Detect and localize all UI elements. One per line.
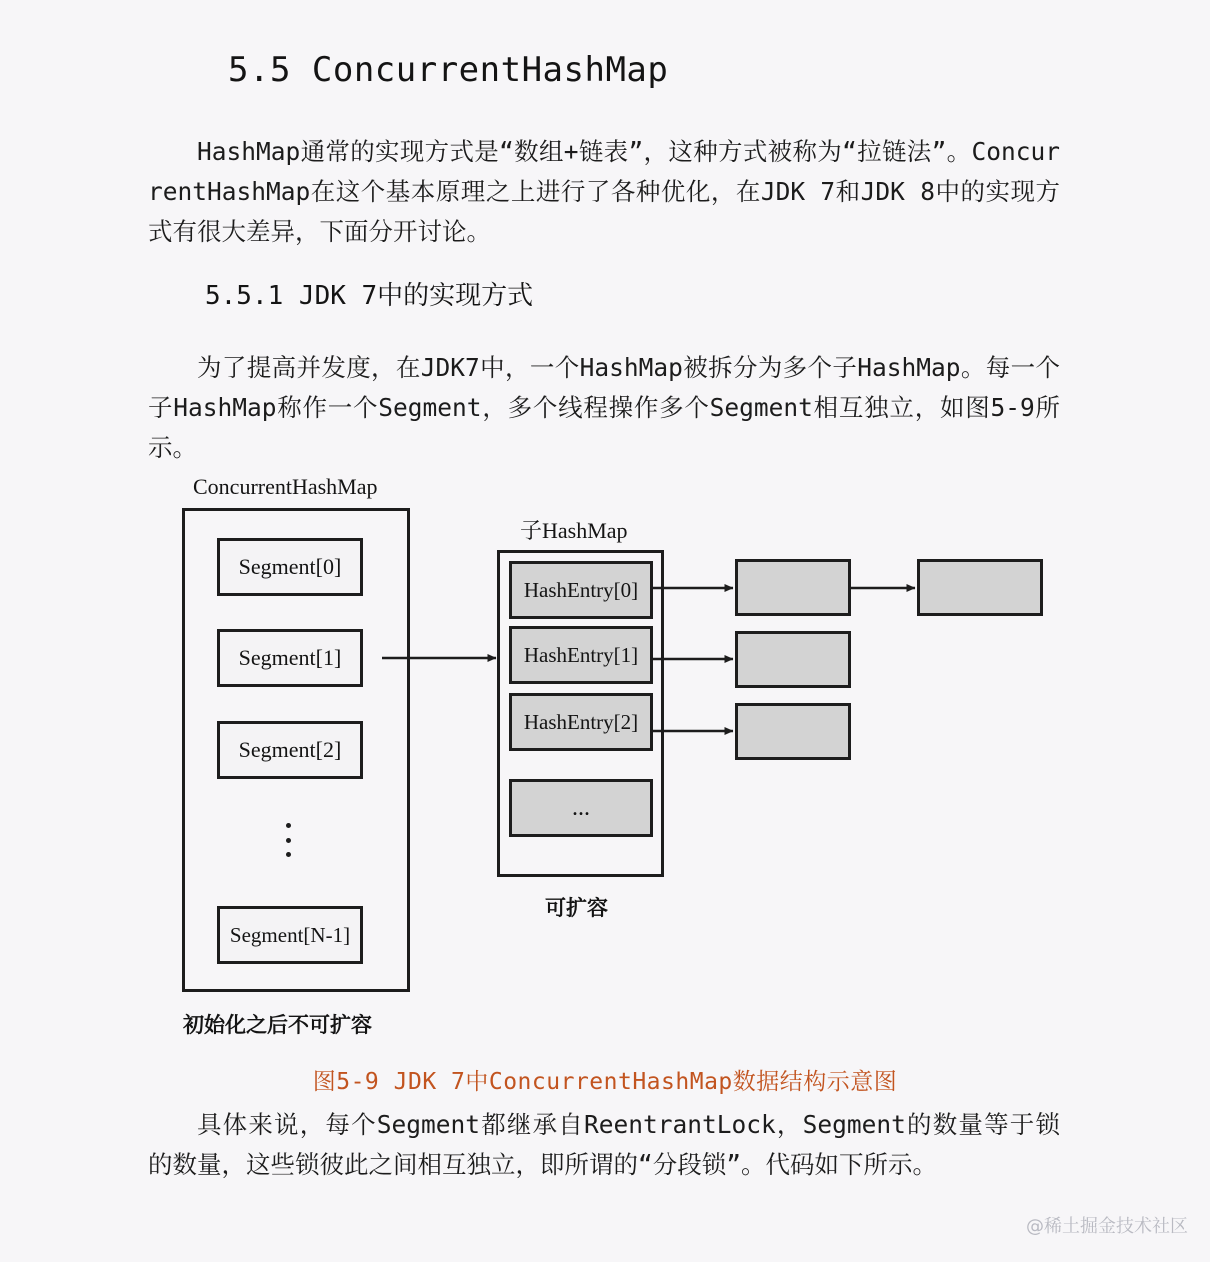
watermark: @稀土掘金技术社区	[1026, 1216, 1188, 1237]
paragraph-intro: HashMap通常的实现方式是“数组+链表”，这种方式被称为“拉链法”。ConcurrentHashMap在这个基本原理之上进行了各种优化，在JDK 7和JDK 8中的实现方式有很大差异，下面分开讨论。	[148, 137, 1060, 246]
segment-box-2: Segment[2]	[217, 721, 363, 779]
vertical-ellipsis-icon	[286, 823, 291, 857]
diagram-footnote-resizable: 可扩容	[545, 896, 608, 920]
chain-node-row1-col0	[735, 631, 851, 688]
hashentry-box-ellipsis: ...	[509, 779, 653, 837]
page-title: 5.5 ConcurrentHashMap	[228, 50, 669, 90]
figure-5-9-diagram	[0, 468, 1210, 1048]
segment-box-0: Segment[0]	[217, 538, 363, 596]
subsection-title: 5.5.1 JDK 7中的实现方式	[205, 281, 534, 311]
hashentry-box-1: HashEntry[1]	[509, 626, 653, 684]
figure-caption: 图5-9 JDK 7中ConcurrentHashMap数据结构示意图	[312, 1069, 898, 1095]
chain-node-row2-col0	[735, 703, 851, 760]
chain-node-row0-col1	[917, 559, 1043, 616]
hashentry-box-0: HashEntry[0]	[509, 561, 653, 619]
segment-box-1: Segment[1]	[217, 629, 363, 687]
paragraph-jdk7-intro: 为了提高并发度，在JDK7中，一个HashMap被拆分为多个子HashMap。每一个子HashMap称作一个Segment，多个线程操作多个Segment相互独立，如图5-9所示。	[148, 353, 1060, 462]
hashentry-box-2: HashEntry[2]	[509, 693, 653, 751]
diagram-footnote-not-resizable: 初始化之后不可扩容	[183, 1013, 372, 1037]
chain-node-row0-col0	[735, 559, 851, 616]
paragraph-segment-lock: 具体来说，每个Segment都继承自ReentrantLock，Segment的数量等于锁的数量，这些锁彼此之间相互独立，即所谓的“分段锁”。代码如下所示。	[148, 1110, 1060, 1179]
diagram-label-concurrenthashmap: ConcurrentHashMap	[193, 474, 378, 499]
diagram-label-sub-hashmap: 子HashMap	[520, 518, 628, 543]
segment-box-n-1: Segment[N-1]	[217, 906, 363, 964]
